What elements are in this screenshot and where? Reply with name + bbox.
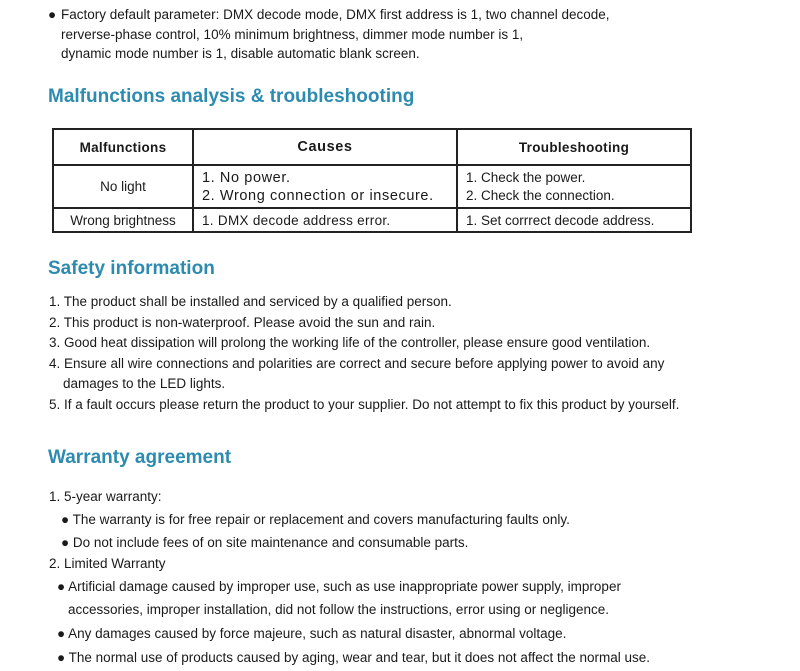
malfunctions-table	[52, 128, 692, 233]
section-heading-warranty: Warranty agreement	[48, 447, 232, 468]
intro-line: rerverse-phase control, 10% minimum brightness, dimmer mode number is 1,	[61, 27, 524, 42]
intro-line: dynamic mode number is 1, disable automatic blank screen.	[61, 46, 420, 61]
warranty-item: 2. Limited Warranty	[49, 556, 166, 571]
table-row	[53, 208, 691, 232]
table-row	[53, 165, 691, 208]
cause-item: 1. No power.	[202, 169, 291, 186]
column-header: Troubleshooting	[457, 129, 691, 165]
fixes-cell	[457, 165, 691, 208]
warranty-bullet-continued: accessories, improper installation, did not follow the instructions, error using or negligence.	[68, 602, 610, 617]
section-heading-malfunctions: Malfunctions analysis & troubleshooting	[48, 86, 415, 107]
fix-item: 2. Check the connection.	[466, 187, 615, 203]
safety-item-continued: damages to the LED lights.	[63, 376, 226, 391]
warranty-bullet: ● Artificial damage caused by improper use, such as use inappropriate power supply, improper	[57, 579, 621, 594]
warranty-bullet: ● The warranty is for free repair or replacement and covers manufacturing faults only.	[61, 512, 570, 527]
intro-line: Factory default parameter: DMX decode mode, DMX first address is 1, two channel decode,	[61, 7, 610, 22]
fix-item: 1. Check the power.	[466, 169, 586, 185]
safety-item: 1. The product shall be installed and serviced by a qualified person.	[49, 294, 452, 309]
warranty-bullet: ● The normal use of products caused by aging, wear and tear, but it does not affect the normal use.	[57, 650, 651, 665]
cause-item: 2. Wrong connection or insecure.	[202, 187, 434, 204]
causes-cell: 1. DMX decode address error.	[193, 208, 457, 232]
column-header: Causes	[193, 129, 457, 165]
warranty-item: 1. 5-year warranty:	[49, 489, 162, 504]
causes-cell	[193, 165, 457, 208]
malfunction-cell: Wrong brightness	[53, 208, 193, 232]
fixes-cell: 1. Set corrrect decode address.	[457, 208, 691, 232]
intro-bullet: ●	[48, 7, 57, 22]
safety-item: 2. This product is non-waterproof. Please avoid the sun and rain.	[49, 315, 436, 330]
table-header-row	[53, 129, 691, 165]
warranty-bullet: ● Any damages caused by force majeure, such as natural disaster, abnormal voltage.	[57, 626, 567, 641]
section-heading-safety: Safety information	[48, 258, 215, 279]
warranty-bullet: ● Do not include fees of on site maintenance and consumable parts.	[61, 535, 469, 550]
malfunction-cell: No light	[53, 165, 193, 208]
safety-item: 4. Ensure all wire connections and polarities are correct and secure before applying power to avoid any	[49, 356, 665, 371]
safety-item: 5. If a fault occurs please return the product to your supplier. Do not attempt to fix this product by yourself.	[49, 397, 680, 412]
column-header: Malfunctions	[53, 129, 193, 165]
safety-item: 3. Good heat dissipation will prolong the working life of the controller, please ensure good ventilation.	[49, 335, 651, 350]
